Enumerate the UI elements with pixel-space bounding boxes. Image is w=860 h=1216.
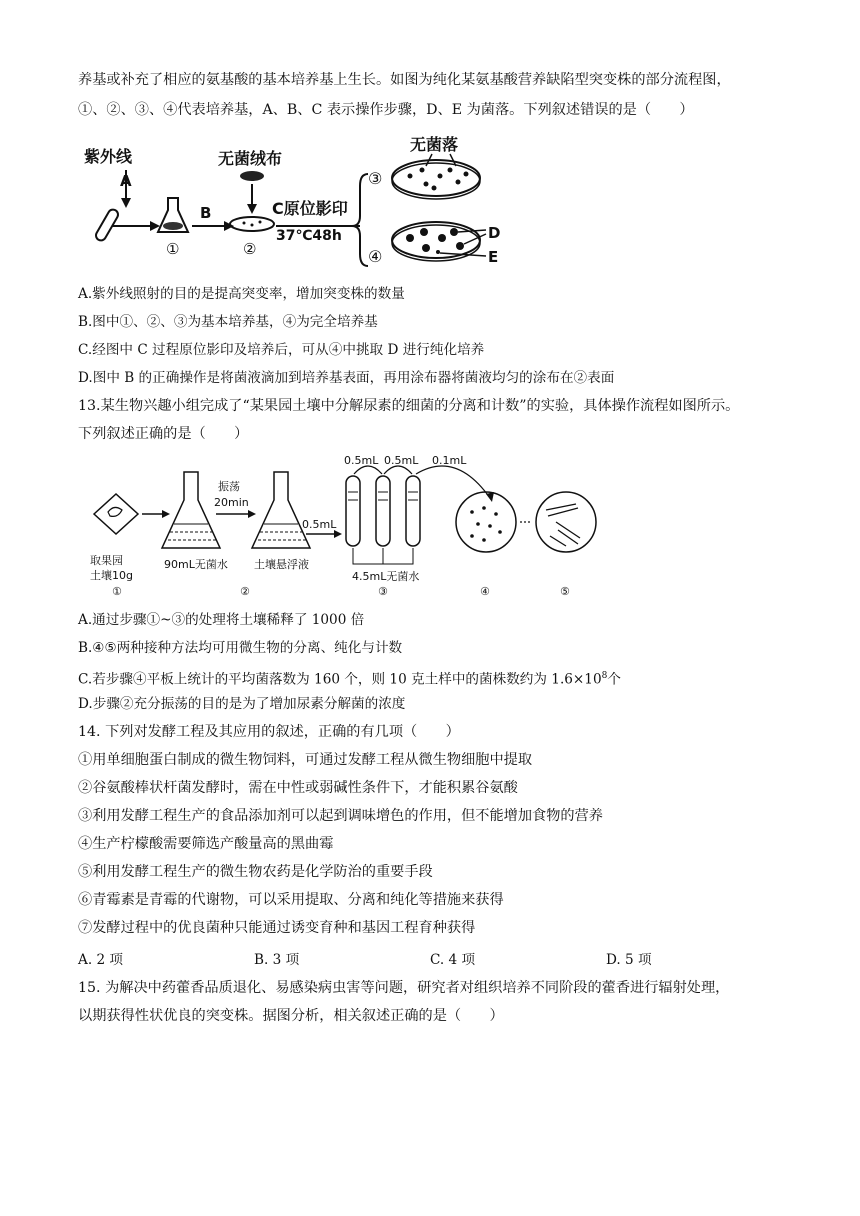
q13-figure — [80, 452, 600, 602]
q14-stem: 14. 下列对发酵工程及其应用的叙述，正确的有几项（ ） — [78, 724, 460, 740]
no-colony-label: 无菌落 — [410, 135, 459, 154]
q12-option-a: A.紫外线照射的目的是提高突变率，增加突变株的数量 — [78, 286, 405, 302]
q13-option-b: B.④⑤两种接种方法均可用微生物的分离、纯化与计数 — [78, 640, 403, 656]
medium-3-label: ③ — [368, 169, 383, 188]
flask-suspension-icon — [252, 472, 310, 548]
dilution-tubes-icon — [346, 476, 420, 564]
velvet-label: 无菌绒布 — [218, 149, 283, 168]
q14-choices — [78, 948, 778, 968]
colony-d-label: D — [488, 224, 501, 242]
q15-stem-line2: 以期获得性状优良的突变株。据图分析，相关叙述正确的是（ ） — [78, 1008, 504, 1024]
q12-option-c: C.经图中 C 过程原位影印及培养后，可从④中挑取 D 进行纯化培养 — [78, 342, 485, 358]
soil-label-2: 土壤10g — [90, 569, 133, 582]
q14-item-6: ⑥青霉素是青霉的代谢物，可以采用提取、分离和纯化等措施来获得 — [78, 892, 504, 908]
q13-option-c-unit: 个 — [607, 671, 621, 688]
q14-item-1: ①用单细胞蛋白制成的微生物饲料，可通过发酵工程从微生物细胞中提取 — [78, 752, 533, 768]
velvet-icon — [240, 171, 264, 181]
q12-option-b: B.图中①、②、③为基本培养基，④为完全培养基 — [78, 314, 378, 330]
medium-2-label: ② — [243, 240, 257, 258]
flask-suspension-label: 土壤悬浮液 — [254, 558, 309, 571]
q14-choice-b: B. 3 项 — [254, 952, 300, 968]
soil-sample-icon — [94, 494, 138, 534]
step-3-label: ③ — [378, 585, 388, 598]
transfer-volume-1: 0.5mL — [302, 518, 337, 531]
uv-label: 紫外线 — [84, 147, 133, 166]
step-2-label: ② — [240, 585, 250, 598]
step-5-label: ⑤ — [560, 585, 570, 598]
q12-stem-line1: 养基或补充了相应的氨基酸的基本培养基上生长。如图为纯化某氨基酸营养缺陷型突变株的部分流程图， — [78, 72, 731, 88]
q13-option-c-text: C.若步骤④平板上统计的平均菌落数为 160 个，则 10 克土样中的菌株数约为 1.6×10 — [78, 671, 602, 688]
q14-choice-d: D. 5 项 — [606, 952, 652, 968]
q13-option-c — [78, 666, 621, 690]
step-b-label: B — [200, 204, 212, 222]
q14-item-2: ②谷氨酸棒状杆菌发酵时，需在中性或弱碱性条件下，才能积累谷氨酸 — [78, 780, 518, 796]
plate-3-icon — [392, 160, 480, 199]
medium-4-label: ④ — [368, 247, 383, 266]
medium-1-label: ① — [166, 240, 180, 258]
spread-plate-icon — [456, 492, 516, 552]
shake-label-2: 20min — [214, 496, 249, 509]
streak-plate-icon — [536, 492, 596, 552]
condition-label: 37℃48h — [276, 228, 342, 244]
transfer-volume-4: 0.1mL — [432, 454, 467, 467]
step-a-label: A — [120, 172, 132, 190]
q14-item-7: ⑦发酵过程中的优良菌种只能通过诱变育种和基因工程育种获得 — [78, 920, 476, 936]
flask-1-icon — [158, 198, 188, 232]
q15-stem-line1: 15. 为解决中药藿香品质退化、易感染病虫害等问题，研究者对组织培养不同阶段的藿香进行辐射处理， — [78, 980, 730, 996]
q13-option-a: A.通过步骤①~③的处理将土壤稀释了 1000 倍 — [78, 612, 365, 628]
plate-2-icon — [230, 217, 274, 231]
brace — [352, 174, 368, 266]
q13-stem-line2: 下列叙述正确的是（ ） — [78, 426, 249, 442]
q12-figure — [80, 128, 520, 278]
replica-label: C原位影印 — [272, 199, 348, 218]
q13-stem-line1: 13.某生物兴趣小组完成了“某果园土壤中分解尿素的细菌的分离和计数”的实验，具体操作流程如图所示。 — [78, 398, 740, 414]
q12-option-d: D.图中 B 的正确操作是将菌液滴加到培养基表面，再用涂布器将菌液均匀的涂布在②表面 — [78, 370, 615, 386]
q14-choice-a: A. 2 项 — [78, 952, 124, 968]
flask-water-icon — [162, 472, 220, 548]
colony-e-label: E — [488, 248, 499, 266]
q12-stem-line2: ①、②、③、④代表培养基，A、B、C 表示操作步骤，D、E 为菌落。下列叙述错误的是（ ） — [78, 102, 694, 118]
q14-item-5: ⑤利用发酵工程生产的微生物农药是化学防治的重要手段 — [78, 864, 433, 880]
q14-item-3: ③利用发酵工程生产的食品添加剂可以起到调味增色的作用，但不能增加食物的营养 — [78, 808, 603, 824]
q14-item-4: ④生产柠檬酸需要筛选产酸量高的黑曲霉 — [78, 836, 334, 852]
flask-water-label: 90mL无菌水 — [164, 558, 228, 571]
step-1-label: ① — [112, 585, 122, 598]
q14-choice-c: C. 4 项 — [430, 952, 476, 968]
soil-label-1: 取果园 — [90, 554, 123, 567]
step-4-label: ④ — [480, 585, 490, 598]
transfer-volume-3: 0.5mL — [384, 454, 419, 467]
q13-option-c-exponent: 8 — [601, 671, 608, 681]
q13-option-d: D.步骤②充分振荡的目的是为了增加尿素分解菌的浓度 — [78, 696, 406, 712]
tubes-label: 4.5mL无菌水 — [352, 570, 420, 583]
shake-label-1: 振荡 — [218, 480, 240, 493]
transfer-volume-2: 0.5mL — [344, 454, 379, 467]
